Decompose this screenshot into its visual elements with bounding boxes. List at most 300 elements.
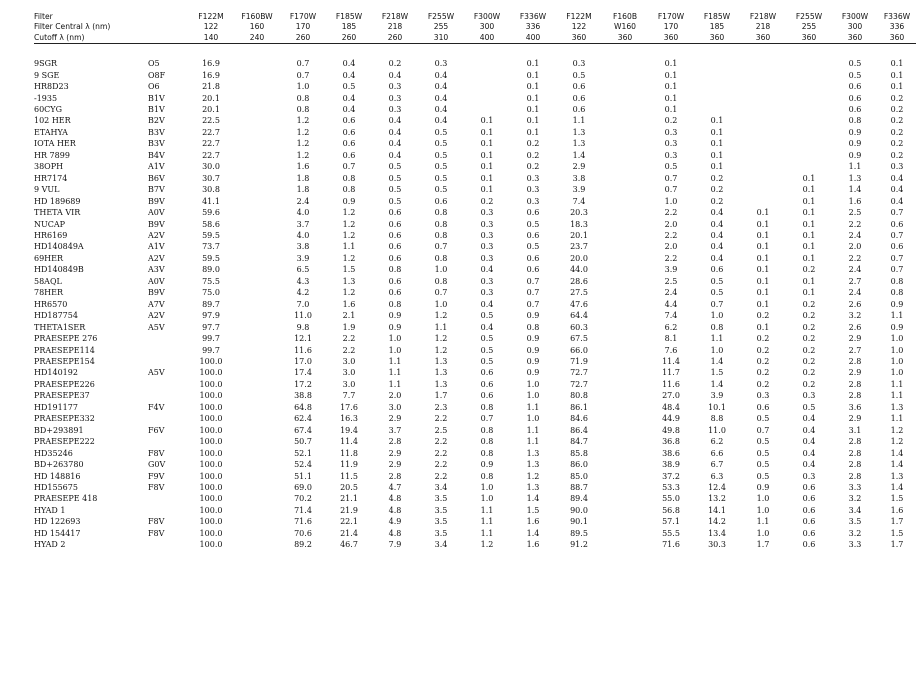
header-cell-filter: F336W — [519, 12, 547, 21]
value-cell: 100.0 — [199, 448, 223, 458]
table-row — [34, 345, 916, 356]
value-cell: 3.2 — [848, 494, 862, 504]
value-cell — [234, 207, 280, 218]
value-cell — [786, 70, 832, 81]
value-cell: 0.8 — [480, 425, 494, 435]
value-cell: 0.7 — [342, 162, 356, 172]
value-cell: 2.4 — [848, 288, 862, 298]
value-cell: 1.4 — [890, 460, 904, 470]
value-cell: 2.5 — [434, 425, 448, 435]
value-cell: 0.9 — [526, 345, 540, 355]
value-cell: 1.4 — [890, 448, 904, 458]
value-cell: 0.3 — [388, 105, 402, 115]
value-cell: 71.9 — [570, 357, 588, 366]
table-row — [34, 127, 916, 138]
header-cell-central: 336 — [525, 22, 541, 32]
value-cell: 0.6 — [342, 139, 356, 149]
value-cell: 0.6 — [480, 379, 494, 389]
value-cell: 27.5 — [570, 288, 588, 298]
value-cell: 0.4 — [802, 448, 816, 458]
value-cell: 0.4 — [342, 70, 356, 80]
value-cell: 0.2 — [710, 185, 724, 195]
spectral-type-cell: F8V — [148, 482, 165, 492]
value-cell — [740, 161, 786, 172]
header-cell-cutoff: 260 — [387, 32, 403, 42]
table-row — [34, 150, 916, 161]
value-cell: 0.8 — [434, 231, 448, 241]
value-cell: 6.2 — [710, 437, 724, 447]
header-cell-filter: F160B — [612, 12, 638, 21]
value-cell: 2.5 — [664, 276, 678, 286]
value-cell: 19.4 — [340, 425, 358, 435]
value-cell — [234, 436, 280, 447]
value-cell — [234, 379, 280, 390]
value-cell: 57.1 — [662, 517, 680, 527]
value-cell: 2.2 — [434, 437, 448, 447]
value-cell: 0.5 — [480, 357, 494, 366]
value-cell: 0.6 — [480, 391, 494, 401]
value-cell: 1.6 — [890, 505, 904, 515]
spectral-type-cell — [148, 436, 188, 447]
value-cell: 0.6 — [572, 105, 586, 115]
value-cell: 6.5 — [296, 265, 310, 275]
value-cell: 3.4 — [434, 540, 448, 550]
spectral-type-cell: A1V — [148, 242, 165, 252]
value-cell: 36.8 — [662, 437, 680, 447]
header-cell-cutoff: 360 — [709, 32, 725, 42]
value-cell: 0.7 — [890, 208, 904, 218]
spectral-type-cell — [148, 539, 188, 550]
value-cell: 0.4 — [710, 219, 724, 229]
value-cell: 1.0 — [890, 345, 904, 355]
value-cell: 0.2 — [890, 93, 904, 103]
value-cell: 3.0 — [342, 368, 356, 378]
value-cell: 30.0 — [202, 162, 220, 172]
value-cell: 0.5 — [480, 345, 494, 355]
value-cell — [786, 93, 832, 104]
value-cell: 0.1 — [480, 127, 494, 137]
value-cell: 0.9 — [526, 357, 540, 366]
table-row — [34, 173, 916, 184]
value-cell: 3.9 — [710, 391, 724, 401]
value-cell: 0.4 — [710, 208, 724, 218]
value-cell — [740, 93, 786, 104]
value-cell: 0.8 — [890, 276, 904, 286]
value-cell: 0.1 — [756, 265, 770, 275]
value-cell: 6.3 — [710, 471, 724, 481]
value-cell: 1.3 — [434, 379, 448, 389]
value-cell: 2.3 — [434, 402, 448, 412]
value-cell — [602, 219, 648, 230]
star-name-cell: PRAESEPE332 — [34, 414, 95, 424]
value-cell — [464, 81, 510, 92]
value-cell: 90.1 — [570, 517, 588, 527]
value-cell: 0.5 — [664, 162, 678, 172]
value-cell: 1.0 — [526, 391, 540, 401]
value-cell: 90.0 — [570, 505, 588, 515]
value-cell: 4.0 — [296, 231, 310, 241]
header-cell-central: 170 — [663, 22, 679, 32]
value-cell: 0.3 — [664, 139, 678, 149]
value-cell: 2.8 — [848, 471, 862, 481]
value-cell: 1.1 — [388, 368, 402, 378]
value-cell — [234, 482, 280, 493]
value-cell: 1.2 — [890, 425, 904, 435]
value-cell: 0.4 — [802, 460, 816, 470]
value-cell — [694, 104, 740, 115]
table-row — [34, 115, 916, 126]
value-cell: 0.2 — [802, 334, 816, 344]
value-cell: 1.0 — [710, 311, 724, 321]
value-cell: 0.6 — [526, 253, 540, 263]
value-cell: 0.3 — [480, 242, 494, 252]
star-name-cell: PRAESEPE 418 — [34, 494, 98, 504]
value-cell — [602, 367, 648, 378]
spectral-type-cell: F6V — [148, 425, 165, 435]
value-cell: 1.6 — [526, 517, 540, 527]
value-cell: 0.5 — [388, 196, 402, 206]
value-cell — [602, 448, 648, 459]
value-cell — [234, 299, 280, 310]
value-cell — [602, 310, 648, 321]
value-cell: 0.6 — [388, 288, 402, 298]
table-row — [34, 104, 916, 115]
value-cell — [602, 539, 648, 550]
value-cell — [602, 299, 648, 310]
value-cell: 1.4 — [572, 150, 586, 160]
value-cell: 0.2 — [756, 345, 770, 355]
header-cell-cutoff: 360 — [755, 32, 771, 42]
value-cell: 2.8 — [388, 437, 402, 447]
value-cell: 0.3 — [388, 93, 402, 103]
star-name-cell: PRAESEPE226 — [34, 379, 95, 389]
value-cell: 0.1 — [756, 322, 770, 332]
table-row — [34, 516, 916, 527]
value-cell: 0.4 — [480, 265, 494, 275]
value-cell: 2.2 — [434, 460, 448, 470]
value-cell: 0.3 — [664, 127, 678, 137]
value-cell: 0.6 — [342, 116, 356, 126]
value-cell: 0.1 — [710, 162, 724, 172]
value-cell: 2.0 — [664, 242, 678, 252]
value-cell: 0.5 — [710, 288, 724, 298]
header-cell-central: 170 — [295, 22, 311, 32]
value-cell: 21.8 — [202, 82, 220, 92]
value-cell: 0.4 — [388, 139, 402, 149]
value-cell — [602, 207, 648, 218]
value-cell: 0.2 — [802, 357, 816, 366]
value-cell: 0.5 — [480, 334, 494, 344]
value-cell: 1.1 — [526, 402, 540, 412]
value-cell — [234, 70, 280, 81]
value-cell: 1.1 — [388, 357, 402, 366]
value-cell: 0.8 — [848, 116, 862, 126]
header-cell-central: 122 — [571, 22, 587, 32]
value-cell: 13.4 — [708, 528, 726, 538]
table-row — [34, 333, 916, 344]
value-cell: 1.0 — [664, 196, 678, 206]
value-cell — [786, 58, 832, 69]
value-cell: 14.1 — [708, 505, 726, 515]
value-cell: 2.8 — [848, 391, 862, 401]
value-cell: 0.1 — [890, 82, 904, 92]
value-cell: 0.7 — [756, 425, 770, 435]
value-cell: 2.9 — [848, 414, 862, 424]
value-cell — [602, 81, 648, 92]
value-cell: 0.5 — [434, 127, 448, 137]
value-cell: 11.0 — [294, 311, 312, 321]
value-cell: 1.1 — [480, 528, 494, 538]
header-cell-cutoff: 240 — [249, 32, 265, 42]
value-cell: 0.6 — [710, 265, 724, 275]
header-cell-filter: F300W — [473, 12, 501, 21]
value-cell: 1.0 — [890, 368, 904, 378]
table-row — [34, 367, 916, 378]
value-cell — [234, 230, 280, 241]
spectral-type-cell: B4V — [148, 150, 165, 160]
value-cell: 0.6 — [526, 231, 540, 241]
value-cell: 88.7 — [570, 482, 588, 492]
value-cell: 2.2 — [664, 231, 678, 241]
value-cell: 2.0 — [388, 391, 402, 401]
value-cell: 17.6 — [340, 402, 358, 412]
value-cell: 0.5 — [526, 242, 540, 252]
value-cell: 0.7 — [526, 276, 540, 286]
value-cell: 0.6 — [388, 276, 402, 286]
value-cell: 0.5 — [756, 460, 770, 470]
value-cell: 0.1 — [526, 82, 540, 92]
star-name-cell: HD140849A — [34, 242, 84, 252]
value-cell: 3.0 — [342, 357, 356, 366]
value-cell — [602, 150, 648, 161]
value-cell — [602, 482, 648, 493]
star-name-cell: HD 122693 — [34, 517, 81, 527]
value-cell: 7.4 — [664, 311, 678, 321]
table-row — [34, 402, 916, 413]
value-cell: 4.2 — [296, 288, 310, 298]
value-cell: 0.7 — [526, 299, 540, 309]
value-cell: 0.1 — [890, 59, 904, 69]
value-cell: 84.7 — [570, 437, 588, 447]
value-cell: 3.0 — [388, 402, 402, 412]
value-cell: 1.2 — [526, 471, 540, 481]
value-cell: 0.2 — [756, 357, 770, 366]
value-cell: 0.1 — [710, 116, 724, 126]
value-cell: 0.7 — [890, 231, 904, 241]
header-cell-filter: F255W — [427, 12, 455, 21]
value-cell: 84.6 — [570, 414, 588, 424]
value-cell: 0.9 — [526, 334, 540, 344]
value-cell: 10.1 — [708, 402, 726, 412]
table-row — [34, 505, 916, 516]
value-cell: 85.8 — [570, 448, 588, 458]
spectral-type-cell: G0V — [148, 460, 166, 470]
table-row — [34, 390, 916, 401]
value-cell: 3.8 — [572, 173, 586, 183]
value-cell: 67.5 — [570, 334, 588, 344]
value-cell: 4.9 — [388, 517, 402, 527]
value-cell — [602, 138, 648, 149]
value-cell: 100.0 — [199, 414, 223, 424]
value-cell: 21.1 — [340, 494, 358, 504]
table-row — [34, 287, 916, 298]
value-cell: 0.1 — [710, 139, 724, 149]
value-cell: 1.0 — [480, 482, 494, 492]
value-cell: 49.8 — [662, 425, 680, 435]
value-cell — [234, 150, 280, 161]
value-cell: 2.2 — [434, 471, 448, 481]
value-cell: 1.2 — [342, 231, 356, 241]
value-cell: 2.2 — [434, 448, 448, 458]
value-cell: 0.8 — [296, 105, 310, 115]
value-cell: 0.4 — [890, 185, 904, 195]
value-cell: 0.9 — [526, 368, 540, 378]
value-cell: 59.6 — [202, 208, 220, 218]
value-cell: 0.1 — [526, 93, 540, 103]
value-cell: 0.2 — [890, 139, 904, 149]
value-cell: 0.3 — [526, 185, 540, 195]
value-cell: 0.4 — [434, 82, 448, 92]
value-cell: 1.2 — [342, 253, 356, 263]
value-cell — [464, 93, 510, 104]
value-cell — [602, 528, 648, 539]
value-cell — [602, 333, 648, 344]
value-cell — [234, 459, 280, 470]
value-cell: 11.6 — [294, 345, 312, 355]
value-cell: 0.6 — [802, 540, 816, 550]
value-cell: 73.7 — [202, 242, 220, 252]
value-cell: 3.9 — [296, 253, 310, 263]
value-cell — [234, 539, 280, 550]
value-cell: 72.7 — [570, 368, 588, 378]
star-name-cell: BD+293891 — [34, 425, 84, 435]
value-cell: 0.8 — [434, 276, 448, 286]
header-cell-filter: F218W — [381, 12, 409, 21]
value-cell: 0.6 — [388, 208, 402, 218]
value-cell: 0.6 — [890, 219, 904, 229]
value-cell: 99.7 — [202, 345, 220, 355]
value-cell: 60.3 — [570, 322, 588, 332]
spectral-type-cell: F8V — [148, 528, 165, 538]
value-cell: 0.2 — [710, 173, 724, 183]
value-cell: 1.3 — [526, 482, 540, 492]
value-cell: 1.3 — [526, 448, 540, 458]
header-cell-cutoff: 360 — [847, 32, 863, 42]
value-cell: 86.1 — [570, 402, 588, 412]
value-cell: 1.1 — [890, 311, 904, 321]
value-cell: 0.2 — [890, 127, 904, 137]
value-cell: 0.2 — [802, 299, 816, 309]
value-cell: 4.8 — [388, 494, 402, 504]
value-cell — [602, 379, 648, 390]
star-name-cell: HYAD 2 — [34, 540, 66, 550]
value-cell: 1.5 — [342, 265, 356, 275]
spectral-type-cell: A5V — [148, 322, 165, 332]
value-cell: 0.6 — [342, 150, 356, 160]
value-cell — [694, 81, 740, 92]
value-cell: 2.4 — [664, 288, 678, 298]
value-cell: 0.4 — [710, 242, 724, 252]
value-cell — [602, 402, 648, 413]
header-cell-filter: F170W — [657, 12, 685, 21]
star-name-cell: HD 148816 — [34, 471, 81, 481]
value-cell: 0.4 — [434, 105, 448, 115]
value-cell: 1.3 — [434, 368, 448, 378]
value-cell: 2.2 — [848, 253, 862, 263]
table-row — [34, 493, 916, 504]
value-cell: 51.1 — [294, 471, 312, 481]
value-cell: 1.4 — [848, 185, 862, 195]
value-cell: 22.7 — [202, 150, 220, 160]
value-cell: 0.2 — [802, 311, 816, 321]
value-cell — [602, 516, 648, 527]
value-cell: 12.4 — [708, 482, 726, 492]
value-cell: 4.8 — [388, 528, 402, 538]
value-cell: 64.4 — [570, 311, 588, 321]
value-cell — [740, 127, 786, 138]
value-cell: 3.5 — [848, 517, 862, 527]
value-cell: 3.7 — [296, 219, 310, 229]
value-cell: 0.6 — [802, 528, 816, 538]
value-cell: 0.8 — [342, 173, 356, 183]
header-cell-filter: F122M — [566, 12, 592, 21]
value-cell: 71.4 — [294, 505, 312, 515]
value-cell: 89.2 — [294, 540, 312, 550]
value-cell: 1.2 — [342, 219, 356, 229]
value-cell: 3.2 — [848, 528, 862, 538]
value-cell: 0.7 — [664, 185, 678, 195]
value-cell — [602, 459, 648, 470]
value-cell: 7.4 — [572, 196, 586, 206]
value-cell: 21.9 — [340, 505, 358, 515]
value-cell: 0.1 — [480, 150, 494, 160]
value-cell: 3.7 — [388, 425, 402, 435]
value-cell: 0.6 — [572, 82, 586, 92]
value-cell: 1.0 — [890, 357, 904, 366]
value-cell — [602, 253, 648, 264]
value-cell: 1.1 — [342, 242, 356, 252]
value-cell — [234, 425, 280, 436]
value-cell: 0.6 — [342, 127, 356, 137]
value-cell — [234, 115, 280, 126]
value-cell: 9.8 — [296, 322, 310, 332]
value-cell: 0.9 — [388, 311, 402, 321]
table-row — [34, 482, 916, 493]
value-cell — [740, 81, 786, 92]
value-cell: 52.1 — [294, 448, 312, 458]
star-name-cell: THETA VIR — [34, 208, 81, 218]
value-cell: 0.4 — [388, 150, 402, 160]
header-cell-filter: F160BW — [241, 12, 273, 21]
value-cell: 0.2 — [802, 265, 816, 275]
value-cell — [464, 104, 510, 115]
value-cell: 0.2 — [802, 379, 816, 389]
table-row — [34, 413, 916, 424]
value-cell: 27.0 — [662, 391, 680, 401]
value-cell: 0.9 — [848, 150, 862, 160]
value-cell: 75.5 — [202, 276, 220, 286]
value-cell: 2.9 — [388, 414, 402, 424]
value-cell — [234, 493, 280, 504]
star-name-cell: HR6169 — [34, 231, 68, 241]
value-cell: 0.6 — [756, 402, 770, 412]
header-cell-central: 255 — [433, 22, 449, 32]
value-cell: 0.1 — [664, 59, 678, 69]
value-cell: 11.6 — [662, 379, 680, 389]
value-cell: 0.7 — [890, 265, 904, 275]
value-cell: 0.9 — [848, 139, 862, 149]
value-cell: 1.1 — [526, 437, 540, 447]
